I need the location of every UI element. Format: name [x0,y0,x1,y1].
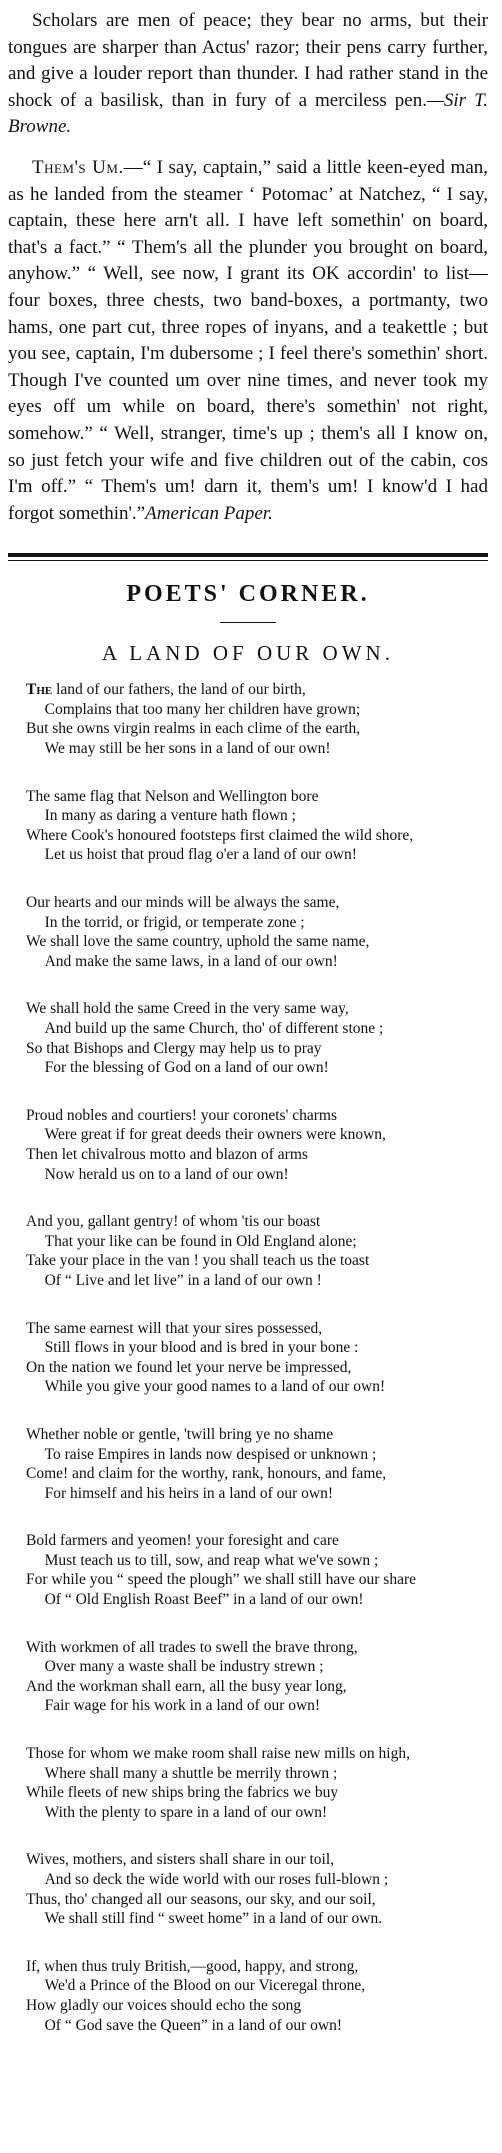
poem-line-text: Those for whom we make room shall raise new mills on high, [26,1745,410,1763]
poem-stanza [26,1957,486,2035]
poem-line-text: For the blessing of God on a land of our own! [44,1059,329,1077]
poem-line [26,1570,486,1590]
poem-line [26,1657,486,1677]
poem-line-text: While fleets of new ships bring the fabrics we buy [26,1784,339,1802]
poem-line [26,739,486,759]
poem-line-text: Wives, mothers, and sisters shall share in our toil, [26,1851,335,1869]
poem-line [26,1590,486,1610]
poem-line [26,893,486,913]
poem-line-text: Of “ Old English Roast Beef” in a land of our own! [44,1591,364,1609]
poem-line [26,1232,486,1252]
poem-stanza [26,999,486,1077]
poem-line-text: Let us hoist that proud flag o'er a land of our own! [44,846,357,864]
poem-line [26,1677,486,1697]
poem-line-text: To raise Empires in lands now despised or unknown ; [44,1445,377,1463]
poem-line-text: While you give your good names to a land of our own! [44,1378,386,1396]
thems-um-attribution: American Paper. [145,502,273,524]
poem-line [26,1358,486,1378]
poem-line [26,913,486,933]
poem-line-text: Thus, tho' changed all our seasons, our sky, and our soil, [26,1890,376,1908]
poem-line-text: And so deck the wide world with our roses full-blown ; [44,1871,389,1888]
poem-line-text: Must teach us to till, sow, and reap what we've sown ; [44,1551,379,1569]
poem-title: A LAND OF OUR OWN. [102,641,394,666]
poem-line-text: Were great if for great deeds their owners were known, [44,1126,386,1144]
poem-line [26,1125,486,1145]
poem-line-text: So that Bishops and Clergy may help us to pray [26,1039,322,1057]
title-rule [220,622,276,623]
poem-line [26,1870,486,1890]
poem-line [26,932,486,952]
scholars-attribution: —Sir T. Browne. [8,89,488,138]
poem-line-text: Where shall many a shuttle be merrily thrown ; [44,1764,338,1782]
poem-line-text: Still flows in your blood and is bred in your bone : [44,1339,359,1357]
poem-line-text: And make the same laws, in a land of our own! [44,952,338,970]
poem-line-text: We'd a Prince of the Blood on our Viceregal throne, [44,1977,366,1995]
scholars-text: Scholars are men of peace; they bear no arms, but their tongues are sharper than Actus' razor; their pens carry further, and give a louder report than thunder. I had rather stand in the shock of a basilisk, than in fury of a merciless pen. [8,10,488,111]
poem-line-text: We shall still find “ sweet home” in a land of our own. [44,1910,383,1928]
poem-line [26,1271,486,1291]
poem-line [26,1803,486,1823]
poem-line [26,1957,486,1977]
thems-um-paragraph [8,155,488,527]
poem-line [26,952,486,972]
poem-stanza [26,680,486,758]
poem-line [26,1425,486,1445]
poem-line-text: And build up the same Church, tho' of different stone ; [44,1020,384,1037]
poem-stanza [26,1850,486,1928]
poem-line [26,1106,486,1126]
poem-line [26,1165,486,1185]
poem-line-text: How gladly our voices should echo the song [26,1996,302,2014]
poem-line-text: Where Cook's honoured footsteps first claimed the wild shore, [26,826,414,844]
poem-stanza [26,1531,486,1609]
poem-line [26,1890,486,1910]
poem-line-text: With workmen of all trades to swell the brave throng, [26,1638,358,1656]
poem-line [26,1638,486,1658]
poem-line [26,1212,486,1232]
section-title: POETS' CORNER. [126,581,370,608]
poem-line [26,1145,486,1165]
poem-line [26,1976,486,1996]
poem-body [8,680,488,2035]
poem-line [26,2016,486,2036]
poem-line-text: On the nation we found let your nerve be impressed, [26,1358,352,1376]
poem-stanza [26,787,486,865]
poem-line [26,1338,486,1358]
poem-line-text: Our hearts and our minds will be always the same, [26,894,340,912]
poem-line [26,1445,486,1465]
poem-line [26,1996,486,2016]
poem-line [26,806,486,826]
poem-stanza [26,893,486,971]
poem-line [26,1251,486,1271]
thems-um-heading: Them's Um. [32,156,124,178]
poem-stanza [26,1744,486,1822]
poem-line [26,999,486,1019]
poem-line-text: That your like can be found in Old England alone; [44,1232,357,1250]
poem-line [26,719,486,739]
section-divider [8,553,488,561]
poem-line [26,1058,486,1078]
thems-um-text: —“ I say, captain,” said a little keen-eyed man, as he landed from the steamer ‘ Potomac’ at Natchez, “ I say, captain, these here arn't all. I have left somethin' on board, that's a fact.” “ Them's all the plunder you brought on board, anyhow.” “ Well, see now, I grant its OK accordin' to list—four boxes, three chests, two band-boxes, a portmanty, two hams, one part cut, three ropes of inyans, and a teakettle ; but you see, captain, I'm dubersome ; I feel there's somethin' short. Though I've counted um over nine times, and never took my eyes off um while on board, there's somethin' not right, somehow.” “ Well, stranger, time's up ; them's all I know on, so just fetch your wife and five children out of the cabin, cos I'm off.” “ Them's um! darn it, them's um! I know'd I had forgot somethin'.” [8,156,488,524]
poem-line-text: Now herald us on to a land of our own! [44,1165,289,1183]
poem-line [26,1019,486,1039]
poem-line [26,787,486,807]
poem-line [26,1039,486,1059]
poem-line [26,1531,486,1551]
poem-stanza [26,1319,486,1397]
poem-line [26,826,486,846]
poem-line [26,680,486,700]
poem-line-text: For while you “ speed the plough” we shall still have our share [26,1571,416,1589]
poem-line [26,1696,486,1716]
poem-line-text: We may still be her sons in a land of our own! [44,740,331,758]
poem-line-text: For himself and his heirs in a land of our own! [44,1484,334,1502]
poem-stanza [26,1106,486,1184]
poem-line [26,1744,486,1764]
poem-line-text: Over many a waste shall be industry strewn ; [44,1658,324,1676]
poem-line-text: The same earnest will that your sires possessed, [26,1319,323,1337]
poem-line [26,1319,486,1339]
poem-line-text: In the torrid, or frigid, or temperate zone ; [44,913,305,931]
poem-line-text: And the workman shall earn, all the busy year long, [26,1677,347,1695]
poem-stanza [26,1425,486,1503]
poem-stanza [26,1212,486,1290]
poem-line [26,1551,486,1571]
poem-line-text: Then let chivalrous motto and blazon of arms [26,1145,308,1163]
poem-line [26,1484,486,1504]
poem-line-text: Bold farmers and yeomen! your foresight and care [26,1532,339,1550]
poem-drop-word: The [26,681,53,699]
scholars-paragraph [8,8,488,141]
poem-line-text: Complains that too many her children have grown; [44,700,361,718]
poem-line-text: Whether noble or gentle, 'twill bring ye no shame [26,1425,334,1443]
poem-line-text: In many as daring a venture hath flown ; [44,807,296,825]
poem-line [26,1783,486,1803]
poem-line-text: Proud nobles and courtiers! your coronets' charms [26,1106,337,1124]
poem-line-text: land of our fathers, the land of our birth, [52,681,306,699]
poem-line-text: And you, gallant gentry! of whom 'tis our boast [26,1213,321,1231]
poem-line-text: We shall hold the same Creed in the very same way, [26,1000,349,1018]
poem-line-text: Come! and claim for the worthy, rank, honours, and fame, [26,1465,387,1483]
poem-line [26,845,486,865]
poem-line-text: But she owns virgin realms in each clime of the earth, [26,720,361,738]
poem-line-text: Take your place in the van ! you shall teach us the toast [26,1252,370,1270]
poem-line-text: Of “ God save the Queen” in a land of our own! [44,2016,343,2034]
poem-line [26,1850,486,1870]
poem-line [26,700,486,720]
poem-line [26,1464,486,1484]
poem-line [26,1764,486,1784]
poem-line [26,1377,486,1397]
poem-stanza [26,1638,486,1716]
poem-line-text: The same flag that Nelson and Wellington bore [26,787,319,805]
poem-line [26,1909,486,1929]
poem-line-text: Fair wage for his work in a land of our own! [44,1697,321,1715]
poem-line-text: Of “ Live and let live” in a land of our own ! [44,1271,322,1289]
poem-line-text: With the plenty to spare in a land of our own! [44,1803,328,1821]
poem-line-text: We shall love the same country, uphold the same name, [26,933,370,951]
poem-line-text: If, when thus truly British,—good, happy, and strong, [26,1957,359,1975]
